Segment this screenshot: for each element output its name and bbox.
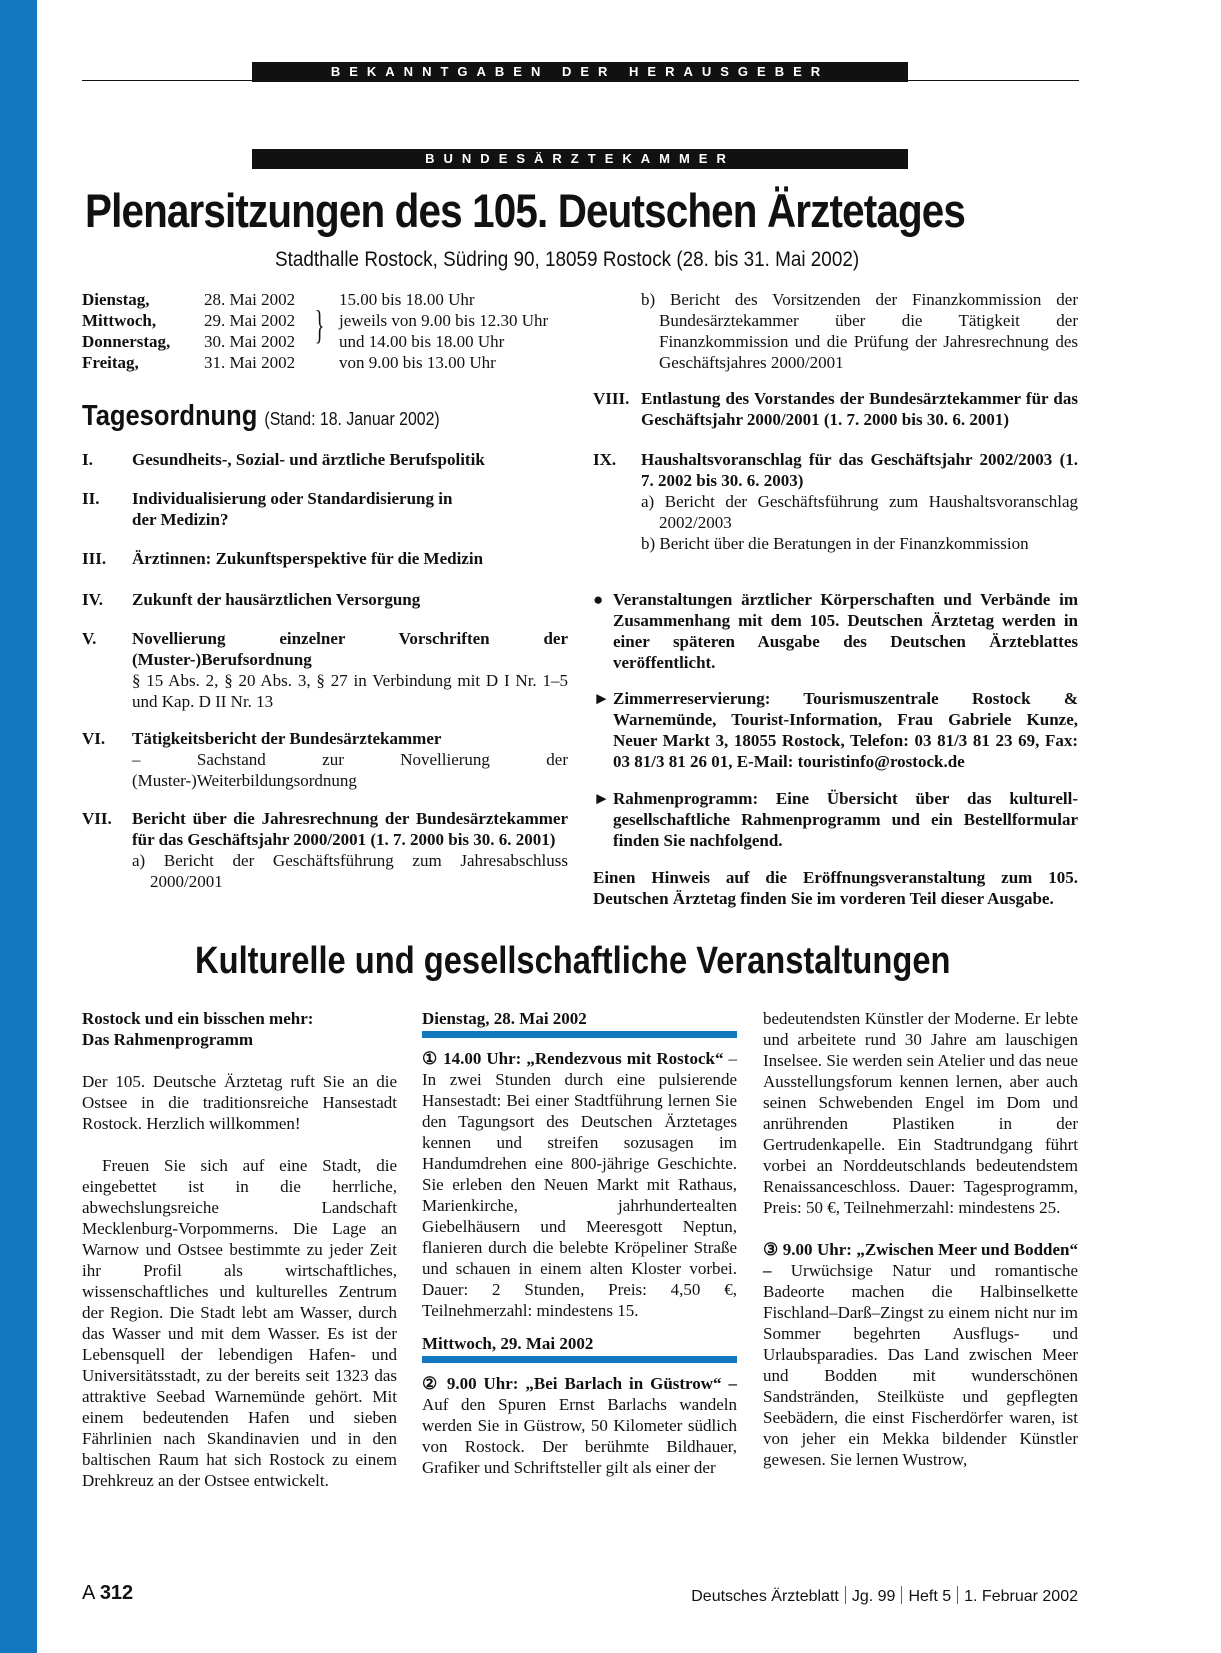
section-banner: BUNDESÄRZTEKAMMER [252,149,908,169]
culture-heading: Kulturelle und gesellschaftliche Veranstaltungen [195,940,951,982]
event-title: ③ 9.00 Uhr: „Zwischen Meer und Bodden“ – [763,1240,1078,1280]
page-number [82,1582,133,1605]
agenda-item [82,449,568,470]
culture-column-1 [82,1008,397,1491]
event-text: Urwüchsige Natur und romantische Badeorte machen die Halbinselkette Fischland–Darß–Zingst zu einem nicht nur im Sommer begehrten Ausflugs- und Urlaubsparadies. Das Land zwischen Meer und Bodden mit wunderschönen Sandstränden, Steilküste und gepflegten Seebädern, die einst Fischerdörfer waren, ist von jeher ein Mekka bildender Künstler gewesen. Sie lernen Wustrow, [763,1261,1078,1469]
day-heading: Dienstag, 28. Mai 2002 [422,1008,737,1038]
agenda-item [82,589,568,610]
agenda-heading [82,400,440,433]
agenda-subitem: a) Bericht der Geschäftsführung zum Haushaltsvoranschlag 2002/2003 [641,492,1078,532]
event-title: ① 14.00 Uhr: „Rendezvous mit Rostock“ [422,1049,724,1068]
header-rule [82,80,1079,81]
culture-intro-subhead: Das Rahmenprogramm [82,1030,254,1049]
event-text: bedeutendsten Künstler der Moderne. Er lebte und arbeitete rund 30 Jahre am lauschigen Inselsee. Sie werden sein Atelier und das neue Ausstellungsforum kennen lernen, aber auch seinen Schwebenden Engel im Dom und anrührenden Plastiken in der Gertrudenkapelle. Ein Stadtrundgang führt vorbei an Norddeutschlands bedeutendstem Renaissanceschloss. Dauer: Tagesprogramm, Preis: 50 €, Teilnehmerzahl: mindestens 25. [763,1009,1078,1217]
agenda-item-num: VIII. [593,389,630,408]
note-text: Zimmerreservierung: Tourismuszentrale Rostock & Warnemünde, Tourist-Information, Frau Gabriele Kunze, Neuer Markt 3, 18055 Rostock, Telefon: 03 81/3 81 23 69, Fax: 03 81/3 81 26 01, E-Mail: touristinfo@rostock.de [613,689,1078,771]
agenda-item [82,488,568,530]
schedule-day: Freitag, [82,353,139,372]
separator [845,1586,846,1604]
agenda-item-title: Zukunft der hausärztlichen Versorgung [132,590,421,609]
agenda-subitem: b) Bericht über die Beratungen in der Finanzkommission [641,534,1029,553]
agenda-item [82,728,568,791]
agenda-item-num: I. [82,450,93,469]
event-paragraph [763,1239,1078,1470]
agenda-item-title: Bericht über die Jahresrechnung der Bundesärztekammer für das Geschäftsjahr 2000/2001 (1. 7. 2000 bis 30. 6. 2001) [132,809,568,849]
bullet-icon: ● [593,590,604,609]
agenda-item-num: V. [82,629,97,648]
agenda-item-num: III. [82,549,107,568]
schedule-date: 31. Mai 2002 [204,353,296,372]
culture-intro-paragraph: Der 105. Deutsche Ärztetag ruft Sie an die Ostsee in die traditionsreiche Hansestadt Rostock. Herzlich willkommen! [82,1072,397,1133]
schedule-day: Donnerstag, [82,332,171,351]
arrow-icon: ► [593,789,610,808]
note-program [593,788,1078,851]
note-text: Veranstaltungen ärztlicher Körperschaften und Verbände im Zusammenhang mit dem 105. Deutschen Ärztetag werden in einer späteren Ausgabe des Deutschen Ärzteblattes veröffentlicht. [613,590,1078,672]
agenda-item-title: Tätigkeitsbericht der Bundesärztekammer [132,729,442,748]
schedule-time: und 14.00 bis 18.00 Uhr [339,332,505,351]
agenda-item-num: IV. [82,590,103,609]
culture-column-3 [763,1008,1078,1470]
culture-column-2 [422,1008,737,1478]
agenda-item-title: Entlastung des Vorstandes der Bundesärztekammer für das Geschäftsjahr 2000/2001 (1. 7. 2000 bis 30. 6. 2001) [641,389,1078,429]
journal-volume: Jg. 99 [851,1588,896,1605]
note-events [593,589,1078,673]
schedule-days [82,289,170,373]
agenda-item [82,808,568,892]
agenda-item-detail: – Sachstand zur Novellierung der (Muster-)Weiterbildungsordnung [132,750,568,790]
agenda-item-body [641,449,1078,554]
agenda-heading-text: Tagesordnung [82,400,258,432]
agenda-item-title: Novellierung einzelner Vorschriften der (Muster-)Berufsordnung [132,629,568,669]
event-text: – In zwei Stunden durch eine pulsierende Hansestadt: Bei einer Stadtführung lernen Sie den Tagungsort des Deutschen Ärztetages kennen und streifen sozusagen im Handumdrehen eine 800-jährige Geschichte. Sie erleben den Neuen Markt mit Rathaus, Marienkirche, jahrhundertealten Giebelhäusern und Meeresgott Neptun, flanieren durch die belebte Kröpeliner Straße und schauen in einem alten Kloster vorbei. Dauer: 2 Stunden, Preis: 4,50 €, Teilnehmerzahl: mindestens 15. [422,1049,737,1320]
note-opening: Einen Hinweis auf die Eröffnungsveranstaltung zum 105. Deutschen Ärztetag finden Sie im vorderen Teil dieser Ausgabe. [593,868,1078,908]
event-text: Auf den Spuren Ernst Barlachs wandeln werden Sie in Güstrow, 50 Kilometer südlich von Rostock. Der berühmte Bildhauer, Grafiker und Schriftsteller gilt als einer der [422,1395,737,1477]
agenda-item-title: Gesundheits-, Sozial- und ärztliche Berufspolitik [132,450,485,469]
schedule-time: 15.00 bis 18.00 Uhr [339,290,475,309]
agenda-item-body [132,808,568,892]
schedule-brace: } [314,302,325,347]
day-heading: Mittwoch, 29. Mai 2002 [422,1333,737,1363]
agenda-item-body [132,628,568,712]
event-paragraph [422,1373,737,1478]
separator [957,1586,958,1604]
blue-sidebar [0,0,37,1653]
agenda-item [593,388,1078,430]
agenda-item-num: IX. [593,450,617,469]
agenda-item-num: VI. [82,729,106,748]
agenda-item-title: Ärztinnen: Zukunftsperspektive für die Medizin [132,549,484,568]
journal-issue: Heft 5 [908,1588,952,1605]
agenda-item-title: Haushaltsvoranschlag für das Geschäftsjahr 2002/2003 (1. 7. 2002 bis 30. 6. 2003) [641,450,1078,490]
agenda-item-detail: § 15 Abs. 2, § 20 Abs. 3, § 27 in Verbindung mit D I Nr. 1–5 und Kap. D II Nr. 13 [132,671,568,711]
schedule-day: Dienstag, [82,290,150,309]
agenda-item-title: Individualisierung oder Standardisierung in der Medizin? [132,489,453,529]
schedule-day: Mittwoch, [82,311,157,330]
schedule-date: 28. Mai 2002 [204,290,296,309]
agenda-subitem: a) Bericht der Geschäftsführung zum Jahresabschluss 2000/2001 [132,851,568,891]
event-paragraph [422,1048,737,1321]
note-text: Rahmenprogramm: Eine Übersicht über das kulturell-gesellschaftliche Rahmenprogramm und ein Bestellformular finden Sie nachfolgend. [613,789,1078,850]
schedule-date: 30. Mai 2002 [204,332,296,351]
agenda-item [82,628,568,712]
journal-date: 1. Februar 2002 [964,1588,1078,1605]
separator [901,1586,902,1604]
event-title: ② 9.00 Uhr: „Bei Barlach in Güstrow“ – [422,1374,737,1393]
schedule-time: von 9.00 bis 13.00 Uhr [339,353,496,372]
agenda-subitem-block [641,289,1078,373]
schedule-dates [204,289,295,373]
top-banner: BEKANNTGABEN DER HERAUSGEBER [252,62,908,82]
page-num: 312 [99,1582,134,1604]
page-prefix: A [82,1582,95,1604]
agenda-item-body [132,728,568,791]
agenda-item [593,449,1078,554]
page-title: Plenarsitzungen des 105. Deutschen Ärztetages [85,184,966,237]
agenda-subitem: b) Bericht des Vorsitzenden der Finanzkommission der Bundesärztekammer über die Tätigkeit der Finanzkommission und die Prüfung der Jahresrechnung des Geschäftsjahres 2000/2001 [641,290,1078,372]
agenda-item-num: II. [82,489,100,508]
schedule-time: jeweils von 9.00 bis 12.30 Uhr [339,311,549,330]
page-subtitle: Stadthalle Rostock, Südring 90, 18059 Rostock (28. bis 31. Mai 2002) [275,248,860,271]
schedule-date: 29. Mai 2002 [204,311,296,330]
schedule-times [339,289,548,373]
note-rooms [593,688,1078,772]
journal-name: Deutsches Ärzteblatt [691,1588,839,1605]
culture-intro-head: Rostock und ein bisschen mehr: [82,1009,314,1028]
agenda-item [82,548,568,569]
agenda-item-num: VII. [82,809,112,828]
journal-footer [691,1586,1078,1606]
arrow-icon: ► [593,689,610,708]
culture-body-paragraph: Freuen Sie sich auf eine Stadt, die eingebettet ist in die herrliche, abwechslungsreiche Landschaft Mecklenburg-Vorpommerns. Die Lage an Warnow und Ostsee bestimmte zu jeder Zeit ihr Profil als wirtschaftliches, wissenschaftliches und kulturelles Zentrum der Region. Die Stadt lebt am Wasser, durch das Wasser und mit dem Wasser. Es ist der Lebensquell der lebendigen Hafen- und Universitätsstadt, zu der bereits seit 1323 das attraktive Seebad Warnemünde gehört. Mit einem bedeutenden Hafen und sieben Fährlinien nach Skandinavien und in den baltischen Raum hat sich Rostock zu einem Drehkreuz an der Ostsee entwickelt. [82,1156,397,1490]
agenda-stand: (Stand: 18. Januar 2002) [264,409,440,429]
